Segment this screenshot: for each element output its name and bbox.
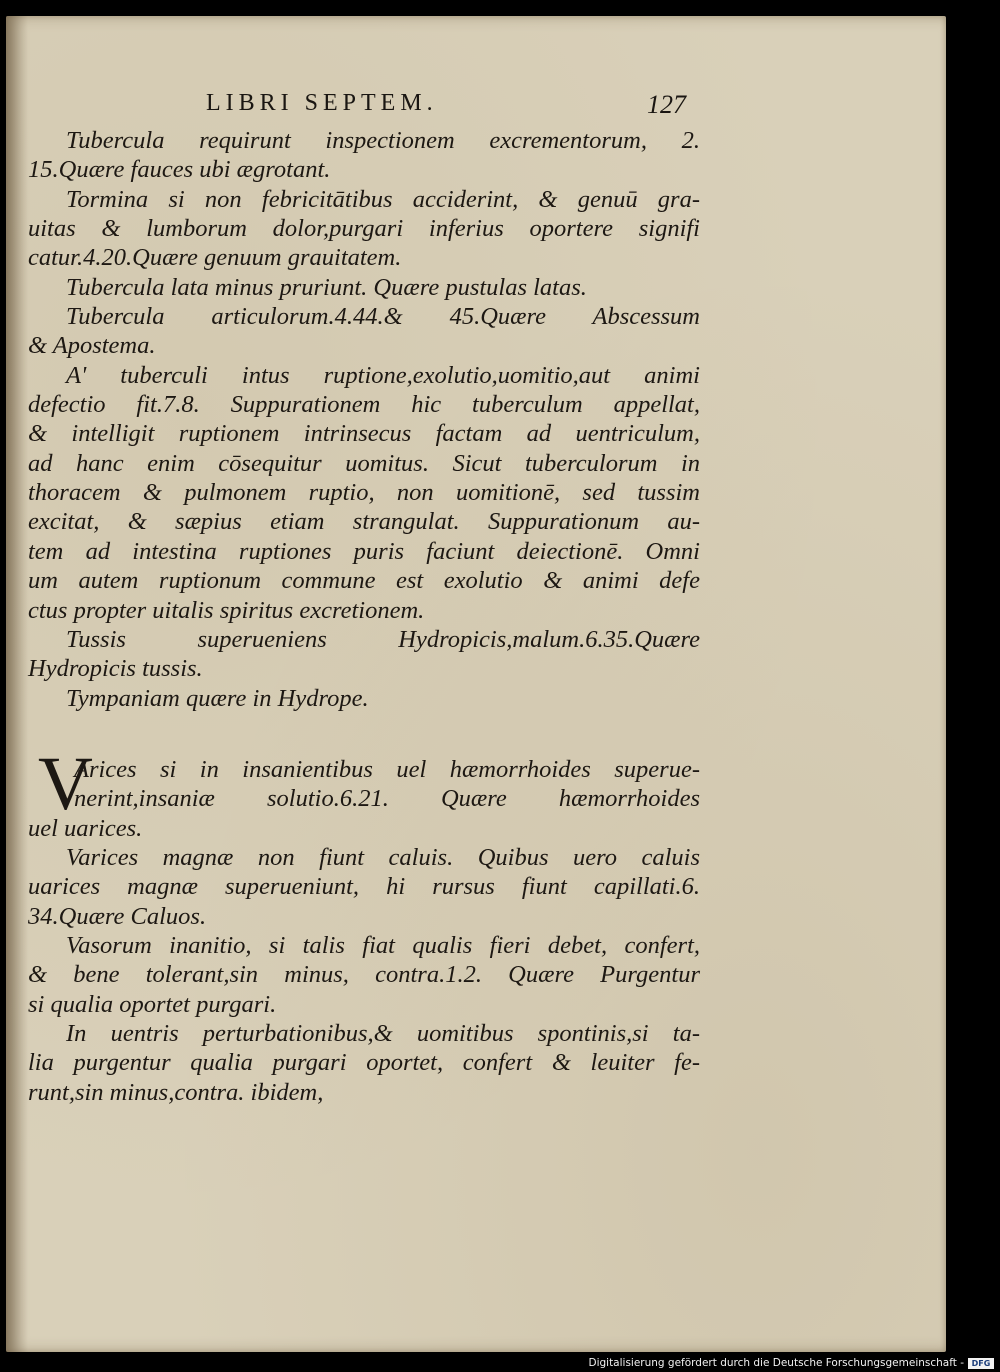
text-line: uitas & lumborum dolor,purgari inferius oportere signifi [28,215,700,243]
text-line: Tussis superueniens Hydropicis,malum.6.35.Quære [66,625,700,653]
text-line: 34.Quære Caluos. [28,902,207,930]
text-line: Varices magnæ non fiunt caluis. Quibus uero caluis [66,843,700,871]
text-line: Tormina si non febricitātibus acciderint, & genuū gra- [66,185,700,213]
section-v [28,741,700,1107]
text-line: lia purgentur qualia purgari oportet, confert & leuiter fe- [28,1049,700,1077]
text-line: Tympaniam quære in Hydrope. [66,684,369,712]
text-line: Vasorum inanitio, si talis fiat qualis fieri debet, confert, [66,931,700,959]
footer-bar [0,1356,1000,1372]
drop-cap: V [38,741,93,826]
text-line: Arices si in insanientibus uel hæmorrhoides superue- [74,755,700,783]
book-page [6,16,946,1352]
text-line: & Apostema. [28,332,156,360]
gutter-shadow [6,16,28,1352]
text-line: Tubercula articulorum.4.44.& 45.Quære Abscessum [66,303,700,331]
text-line: si qualia oportet purgari. [28,990,277,1018]
body-text [28,126,700,1107]
text-line: catur.4.20.Quære genuum grauitatem. [28,244,402,272]
text-line: runt,sin minus,contra. ibidem, [28,1078,324,1106]
text-line: & bene tolerant,sin minus, contra.1.2. Quære Purgentur [28,961,700,989]
funding-credit: Digitalisierung gefördert durch die Deutsche Forschungsgemeinschaft - [588,1357,964,1369]
text-line: um autem ruptionum commune est exolutio & animi defe [28,567,700,595]
text-line: Tubercula requirunt inspectionem excrementorum, 2. [66,127,700,154]
text-line: In uentris perturbationibus,& uomitibus spontinis,si ta- [66,1019,700,1047]
text-line: thoracem & pulmonem ruptio, non uomitionē, sed tussim [28,479,700,507]
text-line: ad hanc enim cōsequitur uomitus. Sicut tuberculorum in [28,449,700,477]
dfg-logo-icon: DFG [968,1358,994,1369]
running-head [206,90,686,120]
text-line: nerint,insaniæ solutio.6.21. Quære hæmorrhoides [74,785,700,813]
text-line: excitat, & sæpius etiam strangulat. Suppurationum au- [28,508,700,536]
text-line: tem ad intestina ruptiones puris faciunt deiectionē. Omni [28,537,700,565]
page-number: 127 [647,90,686,119]
text-line: & intelligit ruptionem intrinsecus factam ad uentriculum, [28,420,700,448]
text-line: ctus propter uitalis spiritus excretionem. [28,596,425,624]
running-title: LIBRI SEPTEM. [206,90,438,116]
text-line: defectio fit.7.8. Suppurationem hic tuberculum appellat, [28,391,700,419]
text-line: 15.Quære fauces ubi ægrotant. [28,156,331,184]
text-line: Hydropicis tussis. [28,655,203,683]
text-line: uel uarices. [28,814,143,842]
text-line: Tubercula lata minus pruriunt. Quære pustulas latas. [66,273,587,301]
section-gap [28,713,700,755]
text-line: A' tuberculi intus ruptione,exolutio,uomitio,aut animi [66,361,700,389]
text-line: uarices magnæ superueniunt, hi rursus fiunt capillati.6. [28,873,700,901]
